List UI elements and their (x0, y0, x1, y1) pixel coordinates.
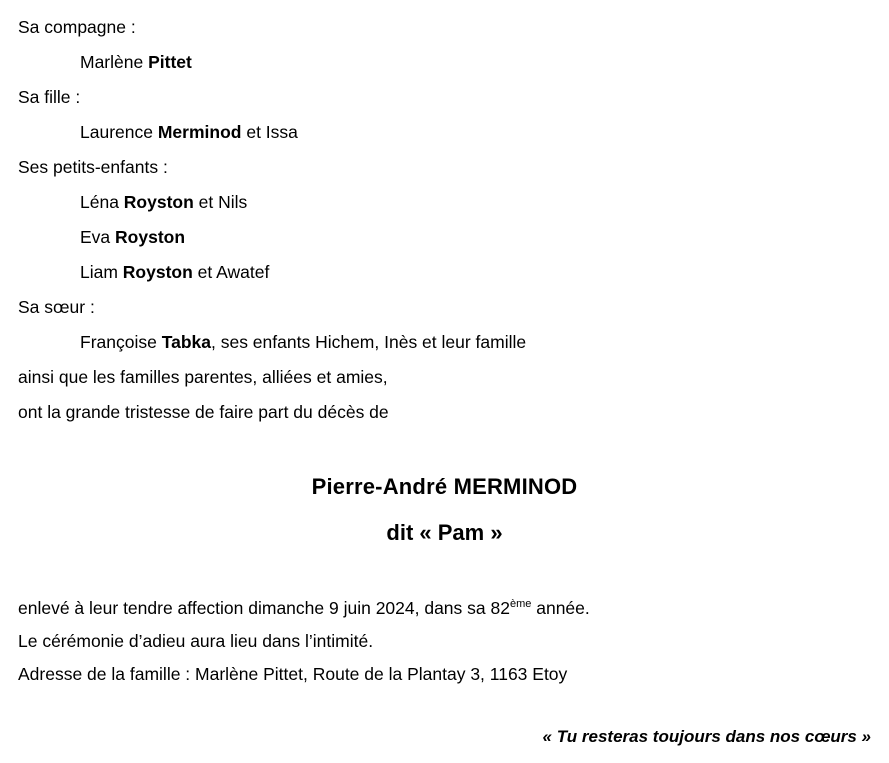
family-entry-prefix: Laurence (80, 122, 158, 142)
detail-passing-after: année. (531, 598, 590, 618)
family-entry (18, 45, 871, 80)
family-entry (18, 115, 871, 150)
detail-passing-ordinal: ème (509, 598, 532, 611)
memorial-quote: « Tu resteras toujours dans nos cœurs » (542, 727, 871, 746)
family-entry-suffix: et Issa (241, 122, 298, 142)
family-section-heading: Sa fille : (18, 87, 81, 107)
family-section-heading: Sa sœur : (18, 297, 95, 317)
deceased-full-name: Pierre-André MERMINOD (311, 474, 578, 499)
family-entry-surname: Tabka (161, 332, 211, 352)
family-entry-surname: Pittet (148, 52, 192, 72)
family-entry-surname: Royston (115, 227, 186, 247)
deceased-name-block (18, 470, 871, 550)
family-entry-surname: Royston (122, 262, 193, 282)
family-entry-prefix: Léna (80, 192, 124, 212)
deceased-nickname: dit « Pam » (386, 520, 503, 545)
detail-line-passing (18, 592, 871, 625)
closing-line-families: ainsi que les familles parentes, alliées et amies, (18, 367, 388, 387)
detail-line-ceremony: Le cérémonie d’adieu aura lieu dans l’intimité. (18, 631, 374, 651)
family-entry (18, 325, 871, 360)
family-entry-suffix: et Awatef (192, 262, 270, 282)
family-entry (18, 255, 871, 290)
family-entry-prefix: Marlène (80, 52, 149, 72)
detail-line-address: Adresse de la famille : Marlène Pittet, Route de la Plantay 3, 1163 Etoy (18, 664, 568, 684)
family-entry (18, 185, 871, 220)
notice-details (18, 592, 871, 691)
detail-passing-before: enlevé à leur tendre affection dimanche 9 juin 2024, dans sa 82 (18, 598, 510, 618)
family-entry-prefix: Eva (80, 227, 116, 247)
family-entry-suffix: , ses enfants Hichem, Inès et leur famille (210, 332, 527, 352)
family-entry-surname: Royston (123, 192, 194, 212)
family-entry-prefix: Françoise (80, 332, 162, 352)
family-entry-prefix: Liam (80, 262, 123, 282)
family-entry-surname: Merminod (157, 122, 242, 142)
family-entry-suffix: et Nils (193, 192, 248, 212)
family-section-heading: Sa compagne : (18, 17, 136, 37)
closing-line-announcement: ont la grande tristesse de faire part du décès de (18, 402, 389, 422)
family-entry (18, 220, 871, 255)
family-section-heading: Ses petits-enfants : (18, 157, 168, 177)
